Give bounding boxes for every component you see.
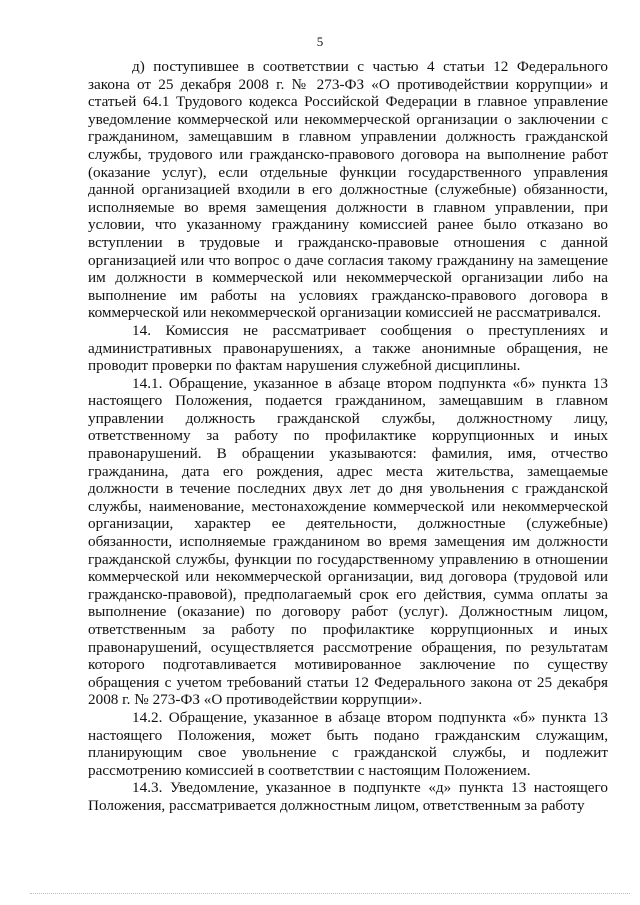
scan-edge-line [30,893,630,894]
paragraph-14-2: 14.2. Обращение, указанное в абзаце втором подпункта «б» пункта 13 настоящего Положения, может быть подано гражданским служащим, планирующим свое увольнение с гражданской службы, и подлежит рассмотрению комиссией в соответствии с настоящим Положением. [88,708,608,779]
page-number: 5 [316,34,324,49]
paragraph-subitem-d: д) поступившее в соответствии с частью 4 статьи 12 Федерального закона от 25 декабря 2008 г. № 273-ФЗ «О противодействии коррупции» и статьей 64.1 Трудового кодекса Российской Федерации в главное управление уведомление коммерческой или некоммерческой организации о заключении с гражданином, замещавшим в главном управлении должность гражданской службы, трудового или гражданско-правового договора на выполнение работ (оказание услуг), если отдельные функции государственного управления данной организацией входили в его должностные (служебные) обязанности, исполняемые во время замещения должности в главном управлении, при условии, что указанному гражданину комиссией ранее было отказано во вступлении в трудовые и гражданско-правовые отношения с данной организацией или что вопрос о даче согласия такому гражданину на замещение им должности в коммерческой или некоммерческой организации либо на выполнение им работы на условиях гражданско-правового договора в коммерческой или некоммерческой организации комиссией не рассматривался. [88,58,608,322]
paragraph-14-1: 14.1. Обращение, указанное в абзаце втором подпункта «б» пункта 13 настоящего Положения, подается гражданином, замещавшим в главном управлении должность гражданской службы, должностному лицу, ответственному за работу по профилактике коррупционных и иных правонарушений. В обращении указываются: фамилия, имя, отчество гражданина, дата его рождения, адрес места жительства, замещаемые должности в течение последних двух лет до дня увольнения с гражданской службы, наименование, местонахождение коммерческой или некоммерческой организации, характер ее деятельности, должностные (служебные) обязанности, исполняемые гражданином во время замещения им должности гражданской службы, функции по государственному управлению в отношении коммерческой или некоммерческой организации, вид договора (трудовой или гражданско-правовой), предполагаемый срок его действия, сумма оплаты за выполнение (оказание) по договору работ (услуг). Должностным лицом, ответственным за работу по профилактике коррупционных и иных правонарушений, осуществляется рассмотрение обращения, по результатам которого подготавливается мотивированное заключение по существу обращения с учетом требований статьи 12 Федерального закона от 25 декабря 2008 г. № 273-ФЗ «О противодействии коррупции». [88,374,608,709]
paragraph-14-3: 14.3. Уведомление, указанное в подпункте «д» пункта 13 настоящего Положения, рассматривается должностным лицом, ответственным за работу [88,779,608,814]
paragraph-14: 14. Комиссия не рассматривает сообщения о преступлениях и административных правонарушениях, а также анонимные обращения, не проводит проверки по фактам нарушения служебной дисциплины. [88,321,608,375]
document-body [88,58,608,815]
